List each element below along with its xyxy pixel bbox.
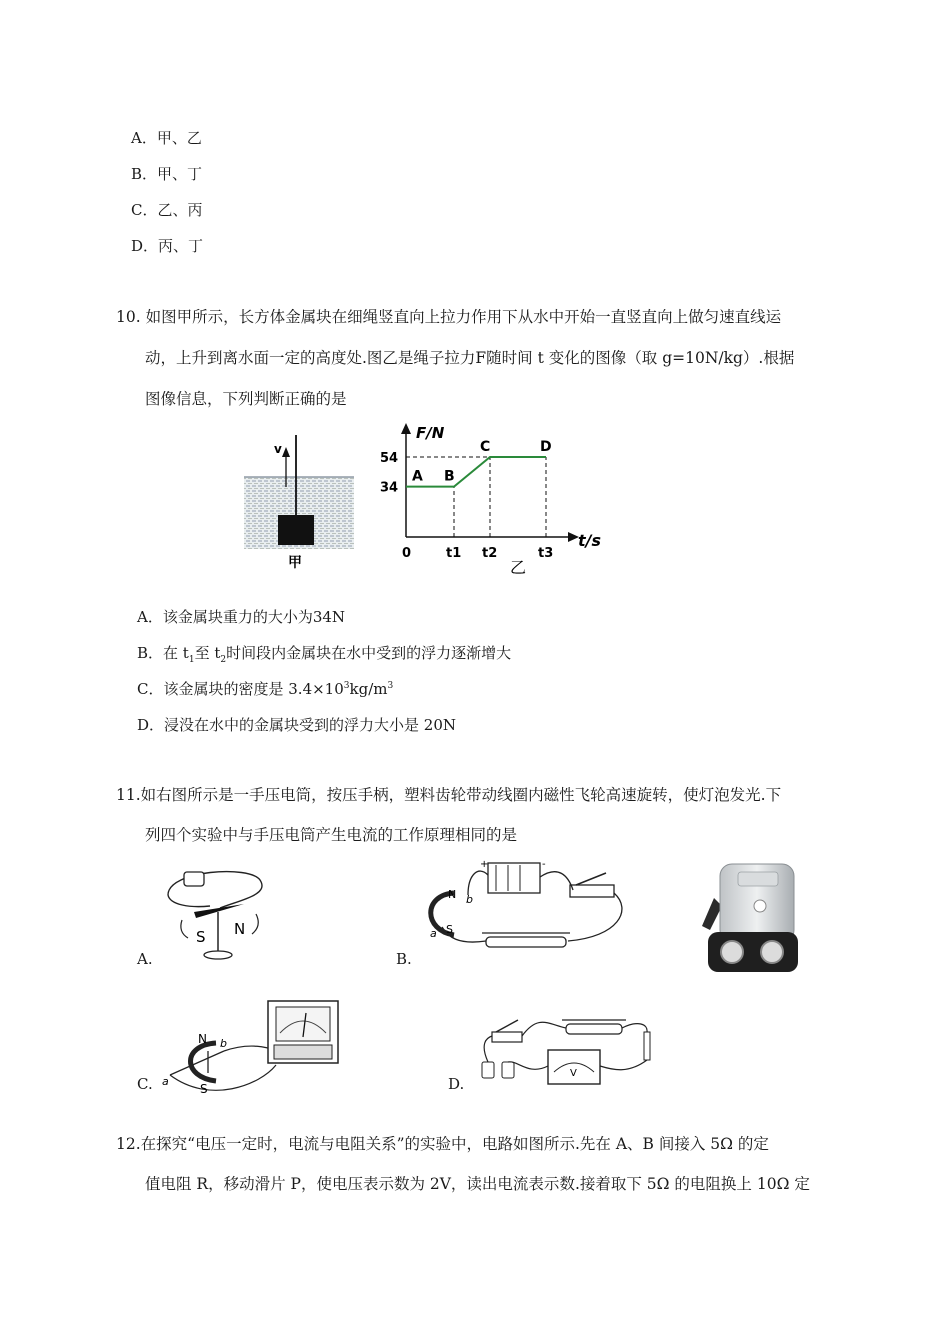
wire-loop [168,872,262,908]
q10-line1: 10. 如图甲所示，长方体金属块在细绳竖直向上拉力作用下从水中开始一直竖直向上做匀速直线运 [116,308,782,326]
q10-option-a: A．该金属块重力的大小为34N [137,608,346,626]
figure-a-label: A. [137,950,153,968]
svg-text:b: b [220,1037,227,1050]
svg-text:S: S [200,1082,208,1096]
figure-b-motor [418,855,638,967]
q10-option-b: B．在 $t_1$至 $t_2$时间段内金属块在水中受到的浮力逐渐增大 [137,644,512,665]
u-magnet [191,1043,217,1081]
x-tick-label-0: 0 [402,546,412,561]
q12-line1: 12.在探究“电压一定时，电流与电阻关系”的实验中，电路如图所示.先在 A、B 间接入 5Ω 的定 [116,1135,769,1153]
figure-yi-chart [372,420,622,582]
point-label-D: D [540,439,552,455]
rheostat [486,937,566,947]
svg-text:b: b [466,893,473,906]
lamp-right [761,941,783,963]
wires [170,1043,280,1090]
q10-line2: 动，上升到离水面一定的高度处.图乙是绳子拉力F随时间 t 变化的图像（取 g=10N/kg）.根据 [145,349,795,367]
q10-option-d: D．浸没在水中的金属块受到的浮力大小是 20N [137,716,457,734]
point-label-A: A [412,468,423,485]
x-tick-label-t2: t2 [482,546,498,561]
switch [570,885,614,897]
q12-line2: 值电阻 R，移动滑片 P，使电压表示数为 2V，读出电流表示数.接着取下 5Ω 的电阻换上 10Ω 定 [145,1175,810,1193]
lamp-left [721,941,743,963]
figure-jia [240,435,360,575]
svg-text:a: a [162,1075,169,1088]
q11-line2: 列四个实验中与手压电筒产生电流的工作原理相同的是 [145,826,518,844]
option-b: B．甲、丁 [131,165,203,183]
metal-block [278,515,314,545]
pole-s-label: S [196,928,206,946]
point-label-C: C [480,439,491,455]
q10-option-c: C．该金属块的密度是 $3.4\times 10^3kg/m^3$ [137,680,394,698]
velocity-arrowhead [282,447,290,457]
force-line [406,457,546,487]
battery [184,872,204,886]
x-tick-label-t1: t1 [446,546,462,561]
svg-text:N: N [198,1032,207,1046]
flashlight-image [700,858,804,976]
switch [492,1032,522,1042]
rheostat [566,1024,622,1034]
option-a: A．甲、乙 [131,129,202,147]
q10-line3: 图像信息，下列判断正确的是 [145,390,347,408]
figure-c-label: C. [137,1075,153,1093]
figure-yi-caption: 乙 [510,558,527,577]
svg-text:V: V [570,1068,577,1079]
option-d: D．丙、丁 [131,237,204,255]
figure-d-circuit [478,1014,658,1094]
figure-jia-caption: 甲 [288,555,302,571]
y-axis-label: F/N [416,424,445,442]
figure-c-induction [160,995,350,1105]
svg-text:a: a [430,927,437,940]
option-c: C．乙、丙 [131,201,203,219]
point-label-B: B [444,468,455,485]
pole-n-label: N [234,920,246,938]
figure-a-oersted [160,860,280,970]
q11-line1: 11.如右图所示是一手压电筒，按压手柄，塑料齿轮带动线圈内磁性飞轮高速旋转，使灯泡发光.下 [116,786,782,804]
velocity-label: v [274,442,282,456]
x-axis-label: t/s [578,531,602,550]
rotation-arrow-left [181,920,188,938]
svg-text:S: S [446,923,453,936]
y-axis-arrow [401,423,411,434]
svg-text:N: N [448,888,457,901]
y-tick-label-34: 34 [380,480,399,496]
svg-text:+: + [480,859,489,870]
flashlight-handle [702,898,722,930]
rotation-arrow-right [252,914,258,934]
figure-b-label: B. [396,950,412,968]
svg-text:-: - [542,859,546,870]
figure-d-label: D. [448,1075,465,1093]
y-tick-label-54: 54 [380,451,399,466]
x-tick-label-t3: t3 [538,546,554,561]
